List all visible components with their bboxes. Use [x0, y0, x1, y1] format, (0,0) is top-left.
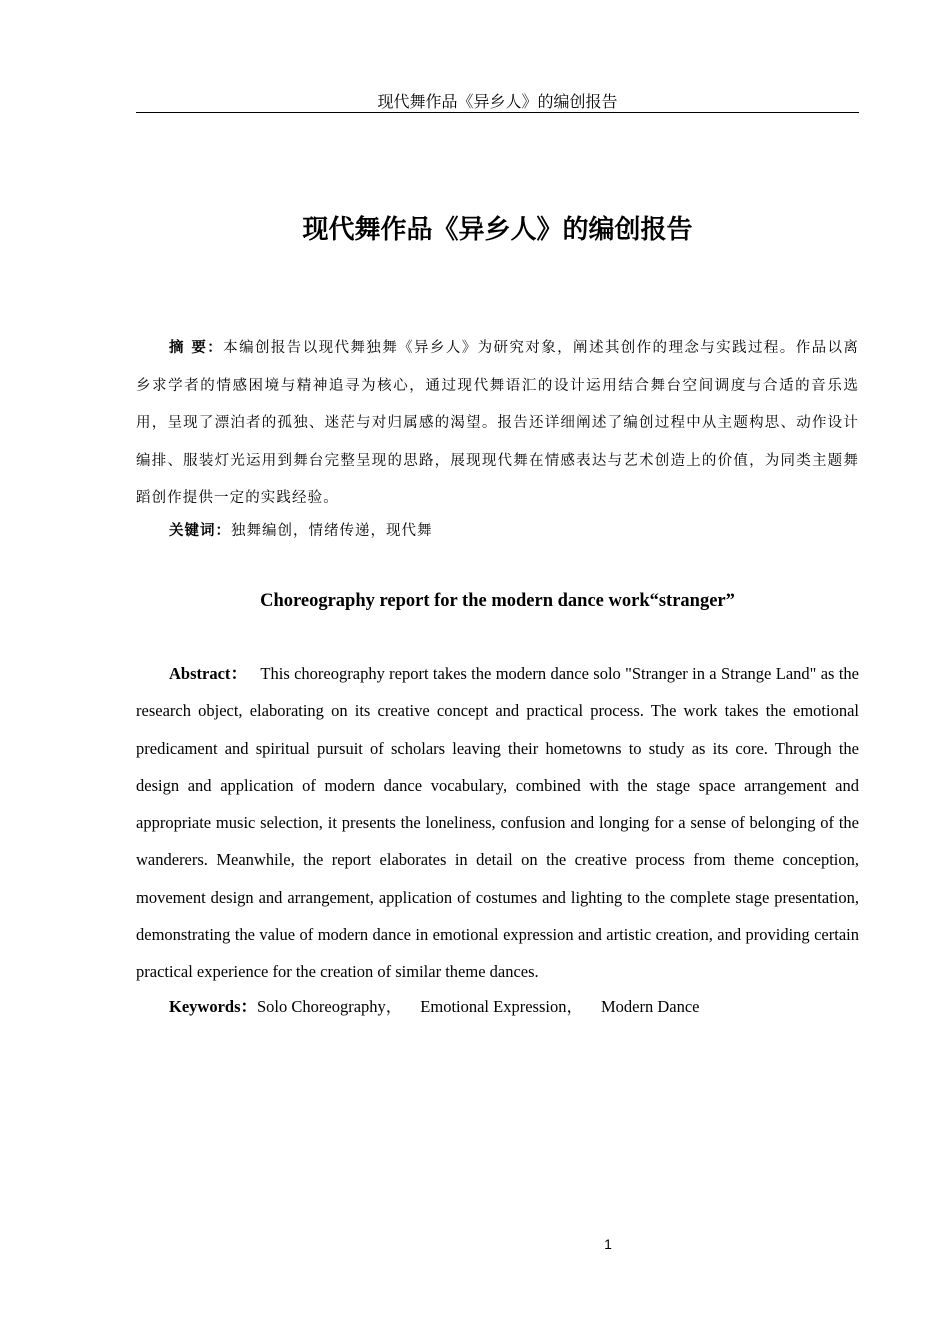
english-keywords-label: Keywords： [169, 997, 257, 1016]
english-abstract [136, 655, 859, 991]
running-header: 现代舞作品《异乡人》的编创报告 [377, 92, 618, 111]
chinese-abstract [136, 330, 859, 518]
english-keyword-item: Emotional Expression， [420, 997, 583, 1016]
chinese-abstract-label: 摘 要： [169, 340, 224, 356]
english-abstract-text: This choreography report takes the modern dance solo "Stranger in a Strange Land" as the research object, elaborating on its creative concept and practical process. The work takes the emotional predicament and spiritual pursuit of scholars leaving their hometowns to study as its core. Through the design and application of modern dance vocabulary, combined with the stage space arrangement and appropriate music selection, it presents the loneliness, confusion and longing for a sense of belonging of the wanderers. Meanwhile, the report elaborates in detail on the creative process from theme conception, movement design and arrangement, application of costumes and lighting to the complete stage presentation, demonstrating the value of modern dance in emotional expression and artistic creation, and providing certain practical experience for the creation of similar theme dances. [136, 664, 859, 982]
english-abstract-label: Abstract： [169, 664, 248, 683]
chinese-keywords-text: 独舞编创，情绪传递，现代舞 [231, 523, 433, 539]
english-keyword-item: Modern Dance [600, 997, 700, 1016]
english-keyword-item: Solo Choreography， [257, 997, 403, 1016]
chinese-abstract-text: 本编创报告以现代舞独舞《异乡人》为研究对象，阐述其创作的理念与实践过程。作品以离乡求学者的情感困境与精神追寻为核心，通过现代舞语汇的设计运用结合舞台空间调度与合适的音乐选用，呈现了漂泊者的孤独、迷茫与对归属感的渴望。报告还详细阐述了编创过程中从主题构思、动作设计编排、服装灯光运用到舞台完整呈现的思路，展现现代舞在情感表达与艺术创造上的价值，为同类主题舞蹈创作提供一定的实践经验。 [136, 340, 860, 506]
chinese-keywords [169, 515, 859, 547]
page-title: 现代舞作品《异乡人》的编创报告 [302, 215, 693, 245]
header-rule [136, 112, 859, 113]
english-title: Choreography report for the modern dance work“stranger” [260, 591, 735, 611]
chinese-keywords-label: 关键词： [169, 523, 231, 539]
english-keywords [169, 991, 859, 1023]
page-number: 1 [604, 1236, 612, 1252]
